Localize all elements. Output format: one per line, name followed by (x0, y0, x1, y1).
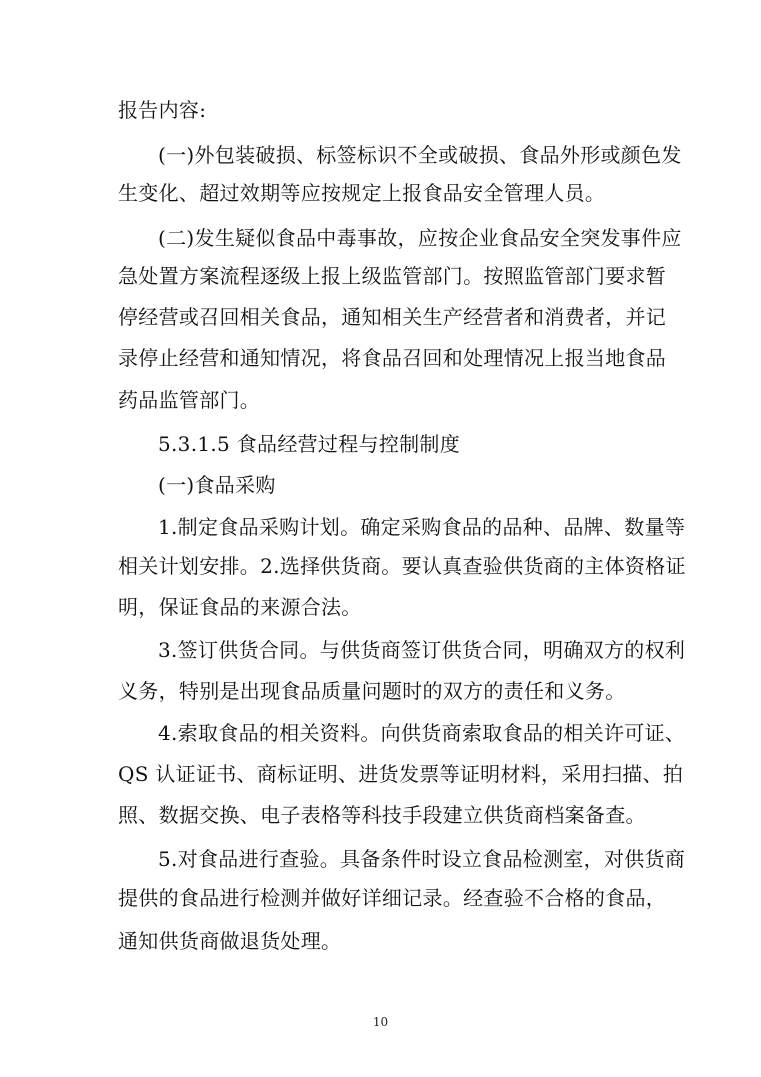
text-line: 生变化、超过效期等应按规定上报食品安全管理人员。 (118, 181, 606, 205)
text-line: 药品监管部门。 (118, 388, 261, 412)
text-line: QS 认证证书、商标证明、进货发票等证明材料，采用扫描、拍 (118, 762, 684, 786)
subsection-heading: (一)食品采购 (158, 473, 276, 497)
text-line: 急处置方案流程逐级上报上级监管部门。按照监管部门要求暂 (118, 264, 667, 288)
text-line: 3.签订供货合同。与供货商签订供货合同，明确双方的权利 (158, 638, 686, 662)
text-line: 明，保证食品的来源合法。 (118, 595, 362, 619)
text-line: 相关计划安排。2.选择供货商。要认真查验供货商的主体资格证 (118, 554, 686, 578)
text-line: 报告内容: (118, 98, 207, 122)
text-line: 录停止经营和通知情况，将食品召回和处理情况上报当地食品 (118, 346, 667, 370)
text-line: 义务，特别是出现食品质量问题时的双方的责任和义务。 (118, 679, 626, 703)
text-line: 照、数据交换、电子表格等科技手段建立供货商档案备查。 (118, 803, 646, 827)
text-line: (一)外包装破损、标签标识不全或破损、食品外形或颜色发 (158, 143, 682, 167)
text-line: 4.索取食品的相关资料。向供货商索取食品的相关许可证、 (158, 721, 686, 745)
text-line: 1.制定食品采购计划。确定采购食品的品种、品牌、数量等 (158, 515, 686, 539)
text-line: 提供的食品进行检测并做好详细记录。经查验不合格的食品， (118, 886, 667, 910)
text-line: 5.对食品进行查验。具备条件时设立食品检测室，对供货商 (158, 847, 686, 871)
text-line: 通知供货商做退货处理。 (118, 929, 342, 953)
page-number: 10 (372, 1015, 389, 1029)
section-heading: 5.3.1.5 食品经营过程与控制制度 (158, 432, 461, 456)
text-line: (二)发生疑似食品中毒事故，应按企业食品安全突发事件应 (158, 226, 682, 250)
text-line: 停经营或召回相关食品，通知相关生产经营者和消费者，并记 (118, 305, 667, 329)
